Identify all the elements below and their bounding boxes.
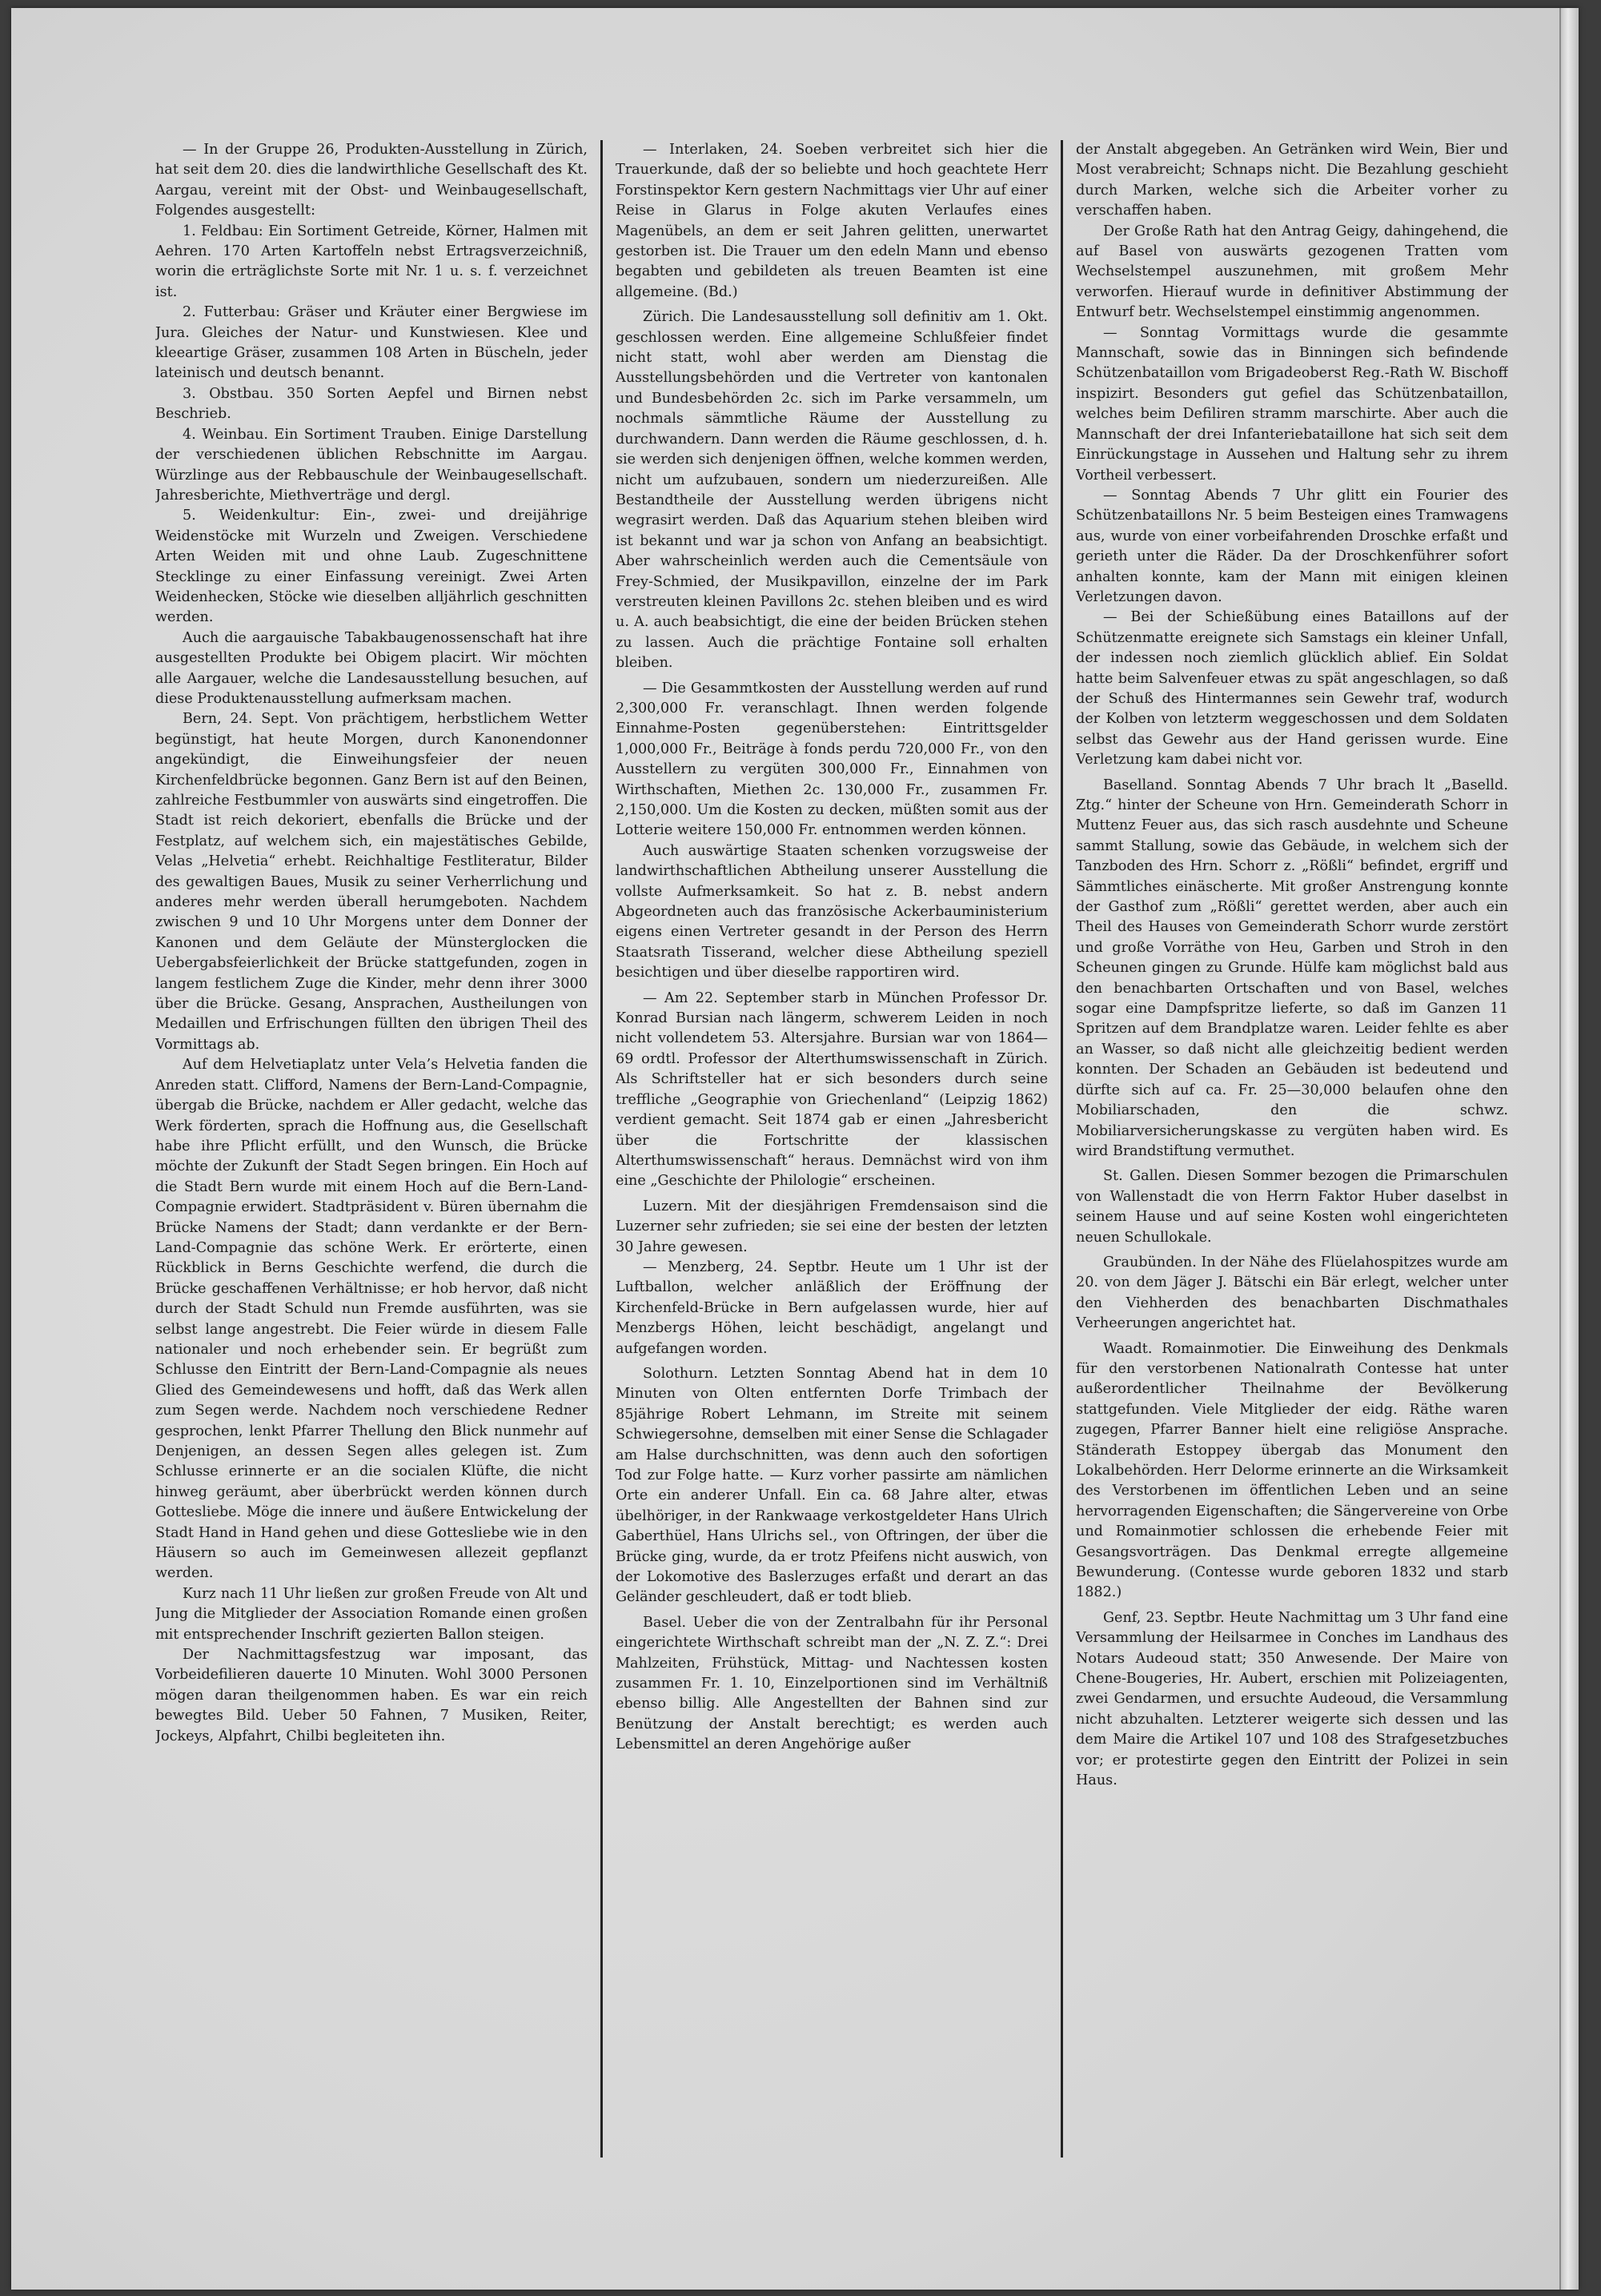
article-paragraph: Zürich. Die Landesausstellung soll definitiv am 1. Okt. geschlossen werden. Eine allgemeine Schlußfeier findet nicht statt, wohl aber werden am Dienstag die Ausstellungsbehörden und die Vertreter von kantonalen und Bundesbehörden 2c. sich im Parke versammeln, um nochmals sämmtliche Räume der Ausstellung zu durchwandern. Dann werden die Räume geschlossen, d. h. sie werden sich denjenigen öffnen, welche kommen werden, nicht um aufzubauen, sondern um niederzureißen. Alle Bestandtheile der Ausstellung werden übrigens nicht wegrasirt werden. Daß das Aquarium stehen bleiben wird ist bekannt und war ja schon von Anfang an beabsichtigt. Aber wahrscheinlich werden auch die Cementsäule von Frey-Schmied, der Musikpavillon, einzelne der im Park verstreuten kleinen Pavillons 2c. stehen bleiben und es wird u. A. auch beabsichtigt, die eine der beiden Brücken stehen zu lassen. Auch die prächtige Fontaine soll erhalten bleiben. <box>616 309 1048 672</box>
article-paragraph: 5. Weidenkultur: Ein-, zwei- und dreijährige Weidenstöcke mit Wurzeln und Zweigen. Verschiedene Arten Weiden mit und ohne Laub. Zugeschnittene Stecklinge zu einer Einfassung vereinigt. Zwei Arten Weidenhecken, Stöcke wie dieselben alljährlich geschnitten werden. <box>155 508 588 626</box>
article-paragraph: 1. Feldbau: Ein Sortiment Getreide, Körner, Halmen mit Aehren. 170 Arten Kartoffeln nebst Ertragsverzeichniß, worin die erträglichste Sorte mit Nr. 1 u. s. f. verzeichnet ist. <box>155 223 588 300</box>
article-paragraph: — Am 22. September starb in München Professor Dr. Konrad Bursian nach längerm, schwerem Leiden in noch nicht vollendetem 53. Altersjahre. Bursian war von 1864—69 ordtl. Professor der Alterthumswissenschaft in Zürich. Als Schriftsteller hat er sich besonders durch seine treffliche „Geographie von Griechenland“ (Leipzig 1862) verdient gemacht. Seit 1874 gab er einen „Jahresbericht über die Fortschritte der klassischen Alterthumswissenschaft“ heraus. Demnächst wird von ihm eine „Geschichte der Philologie“ erscheinen. <box>616 989 1048 1190</box>
article-paragraph: Auch auswärtige Staaten schenken vorzugsweise der landwirthschaftlichen Abtheilung unserer Ausstellung die vollste Aufmerksamkeit. So hat z. B. nebst andern Abgeordneten auch das französische Ackerbauministerium eigens einen Vertreter gesandt in der Person des Herrn Staatsrath Tisserand, welcher diese Abtheilung speziell besichtigen und über dieselbe rapportiren wird. <box>616 842 1048 981</box>
article-paragraph: Auf dem Helvetiaplatz unter Vela’s Helvetia fanden die Anreden statt. Clifford, Namens der Bern-Land-Compagnie, übergab die Brücke, nachdem er Aller gedacht, welche das Werk förderten, sprach die Hoffnung aus, die Gesellschaft habe ihre Pflicht erfüllt, und den Wunsch, die Brücke möchte der Zukunft der Stadt Segen bringen. Ein Hoch auf die Stadt Bern wurde mit einem Hoch auf die Bern-Land-Compagnie erwidert. Stadtpräsident v. Büren übernahm die Brücke Namens der Stadt; dann verdankte er der Bern-Land-Compagnie das schöne Werk. Er erörterte, einen Rückblick in Berns Geschichte werfend, die durch die Brücke geschaffenen Verhältnisse; er hob hervor, daß nicht durch der Stadt Schuld nun Fremde ausführten, was sie selbst lange angestrebt. Die Feier würde in diesem Falle nationaler und noch erhebender sein. Er begrüßt zum Schlusse den Eintritt der Bern-Land-Compagnie als neues Glied des Gemeindewesens und hofft, daß das Werk allen zum Segen werde. Nachdem noch verschiedene Redner gesprochen, lenkt Pfarrer Thellung den Blick nunmehr auf Denjenigen, an dessen Segen alles gelegen ist. Zum Schlusse erinnerte er an die socialen Klüfte, die nicht hinweg geräumt, aber überbrückt werden können durch Gottesliebe. Möge die innere und äußere Entwickelung der Stadt Hand in Hand gehen und diese Gottesliebe wie in den Häusern so auch im Gemeinwesen allezeit gepflanzt werden. <box>155 1057 588 1582</box>
article-paragraph: — Interlaken, 24. Soeben verbreitet sich hier die Trauerkunde, daß der so beliebte und hoch geachtete Herr Forstinspektor Kern gestern Nachmittags vier Uhr auf einer Reise in Glarus in Folge akuten Verlaufes eines Magenübels, an dem er seit Jahren gelitten, unerwartet gestorben ist. Die Trauer um den edeln Mann und ebenso begabten und gebildeten als treuen Beamten ist eine allgemeine. (Bd.) <box>616 142 1048 300</box>
article-paragraph: Solothurn. Letzten Sonntag Abend hat in dem 10 Minuten von Olten entfernten Dorfe Trimbach der 85jährige Robert Lehmann, im Streite mit seinem Schwiegersohne, demselben mit einer Sense die Schlagader am Halse durchschnitten, was denn auch den sofortigen Tod zur Folge hatte. — Kurz vorher passirte am nämlichen Orte ein anderer Unfall. Ein ca. 68 Jahre alter, etwas übelhöriger, in der Rankwaage verkostgeldeter Hans Ulrich Gaberthüel, Hans Ulrichs sel., von Oftringen, der über die Brücke ging, wurde, da er trotz Pfeifens nicht auswich, von der Lokomotive des Baslerzuges erfaßt und derart an das Geländer geschleudert, daß er todt blieb. <box>616 1365 1048 1606</box>
column-2 <box>616 140 1048 2190</box>
article-paragraph: Luzern. Mit der diesjährigen Fremdensaison sind die Luzerner sehr zufrieden; sie sei eine der besten der letzten 30 Jahre gewesen. <box>616 1198 1048 1255</box>
article-paragraph: Der Große Rath hat den Antrag Geigy, dahingehend, die auf Basel von auswärts gezogenen Tratten vom Wechselstempel auszunehmen, mit großem Mehr verworfen. Hierauf wurde in definitiver Abstimmung der Entwurf betr. Wechselstempel einstimmig angenommen. <box>1076 223 1508 321</box>
column-rule <box>1061 140 1063 2158</box>
article-paragraph: der Anstalt abgegeben. An Getränken wird Wein, Bier und Most verabreicht; Schnaps nicht. Die Bezahlung geschieht durch Marken, welche sich die Arbeiter vorher zu verschaffen haben. <box>1076 142 1508 219</box>
article-paragraph: Genf, 23. Septbr. Heute Nachmittag um 3 Uhr fand eine Versammlung der Heilsarmee in Conches im Landhaus des Notars Audeoud statt; 350 Anwesende. Der Maire von Chene-Bougeries, Hr. Aubert, erschien mit Polizeiagenten, zwei Gendarmen, und ersuchte Audeoud, die Versammlung nicht abzuhalten. Letzterer weigerte sich dessen und las dem Maire die Artikel 107 und 108 des Strafgesetzbuches vor; er protestirte gegen den Eintritt der Polizei in sein Haus. <box>1076 1609 1508 1789</box>
article-paragraph: — Die Gesammtkosten der Ausstellung werden auf rund 2,300,000 Fr. veranschlagt. Ihnen werden folgende Einnahme-Posten gegenüberstehen: Eintrittsgelder 1,000,000 Fr., Beiträge à fonds perdu 720,000 Fr., von den Ausstellern zu vergüten 300,000 Fr., Einnahmen von Wirthschaften, Miethen 2c. 130,000 Fr., zusammen Fr. 2,150,000. Um die Kosten zu decken, müßten somit aus der Lotterie weitere 150,000 Fr. entnommen werden können. <box>616 680 1048 839</box>
article-paragraph: 4. Weinbau. Ein Sortiment Trauben. Einige Darstellung der verschiedenen üblichen Rebschnitte im Aargau. Würzlinge aus der Rebbauschule der Weinbaugesellschaft. Jahresberichte, Miethverträge und dergl. <box>155 426 588 504</box>
article-paragraph: 3. Obstbau. 350 Sorten Aepfel und Birnen nebst Beschrieb. <box>155 385 588 423</box>
article-paragraph: — Sonntag Abends 7 Uhr glitt ein Fourier des Schützenbataillons Nr. 5 beim Besteigen eines Tramwagens aus, wurde von einer vorbeifahrenden Droschke erfaßt und gerieth unter die Räder. Da der Droschkenführer sofort anhalten konnte, kam der Mann mit einigen kleinen Verletzungen davon. <box>1076 487 1508 605</box>
article-paragraph: St. Gallen. Diesen Sommer bezogen die Primarschulen von Wallenstadt die von Herrn Faktor Huber daselbst in seinem Hause und auf seine Kosten wohl eingerichteten neuen Schullokale. <box>1076 1168 1508 1246</box>
column-rule <box>600 140 603 2158</box>
page-edge <box>1559 8 1579 2290</box>
article-paragraph: Bern, 24. Sept. Von prächtigem, herbstlichem Wetter begünstigt, hat heute Morgen, durch Kanonendonner angekündigt, die Einweihungsfeier der neuen Kirchenfeldbrücke begonnen. Ganz Bern ist auf den Beinen, zahlreiche Festbummler von auswärts sind eingetroffen. Die Stadt ist reich dekoriert, ebenfalls die Brücke und der Festplatz, auf welchem sich, ein majestätisches Gebilde, Velas „Helvetia“ erhebt. Reichhaltige Festliteratur, Bilder des gewaltigen Baues, Musik zu seiner Verherrlichung und anderes mehr werden überall herumgeboten. Nachdem zwischen 9 und 10 Uhr Morgens unter dem Donner der Kanonen und dem Geläute der Münsterglocken die Uebergabsfeierlichkeit der Brücke stattgefunden, zogen in langem festlichem Zuge die Kinder, mehr denn ihrer 3000 über die Brücke. Gesang, Ansprachen, Austheilungen von Medaillen und Erfrischungen füllten den übrigen Theil des Vormittags ab. <box>155 711 588 1053</box>
column-3 <box>1076 140 1508 2190</box>
article-paragraph: Auch die aargauische Tabakbaugenossenschaft hat ihre ausgestellten Produkte bei Obigem placirt. Wir möchten alle Aargauer, welche die Landesausstellung besuchen, auf diese Produktenausstellung aufmerksam machen. <box>155 629 588 707</box>
newspaper-sheet <box>11 8 1579 2290</box>
article-paragraph: — Bei der Schießübung eines Bataillons auf der Schützenmatte ereignete sich Samstags ein kleiner Unfall, der indessen noch ziemlich glücklich ablief. Ein Soldat hatte beim Salvenfeuer etwas zu spät angeschlagen, so daß der Schuß des Hintermannes sein Gewehr traf, wodurch der Kolben von letzterm weggeschossen und dem Soldaten selbst das Gewehr aus der Hand gerissen wurde. Eine Verletzung kam dabei nicht vor. <box>1076 609 1508 769</box>
article-paragraph: Graubünden. In der Nähe des Flüelahospitzes wurde am 20. von dem Jäger J. Bätschi ein Bär erlegt, welcher unter den Viehherden des benachbarten Dischmathales Verheerungen angerichtet hat. <box>1076 1254 1508 1332</box>
newspaper-page <box>155 140 1508 2190</box>
article-paragraph: Basel. Ueber die von der Zentralbahn für ihr Personal eingerichtete Wirthschaft schreibt man der „N. Z. Z.“: Drei Mahlzeiten, Frühstück, Mittag- und Nachtessen kosten zusammen Fr. 1. 10, Einzelportionen sind im Verhältniß ebenso billig. Alle Angestellten der Bahnen sind zur Benützung der Anstalt berechtigt; es werden auch Lebensmittel an deren Angehörige außer <box>616 1614 1048 1753</box>
article-paragraph: — In der Gruppe 26, Produkten-Ausstellung in Zürich, hat seit dem 20. dies die landwirthliche Gesellschaft des Kt. Aargau, vereint mit der Obst- und Weinbaugesellschaft, Folgendes ausgestellt: <box>155 142 588 219</box>
article-paragraph: Waadt. Romainmotier. Die Einweihung des Denkmals für den verstorbenen Nationalrath Contesse hat unter außerordentlicher Theilnahme der Bevölkerung stattgefunden. Viele Mitglieder der eidg. Räthe waren zugegen, Pfarrer Banner hielt eine religiöse Ansprache. Ständerath Estoppey übergab das Monument den Lokalbehörden. Herr Delorme erinnerte an die Wirksamkeit des Verstorbenen im öffentlichen Leben und an seine hervorragenden Eigenschaften; die Sängervereine von Orbe und Romainmotier schlossen die erhebende Feier mit Gesangsvorträgen. Das Denkmal erregte allgemeine Bewunderung. (Contesse wurde geboren 1832 und starb 1882.) <box>1076 1340 1508 1601</box>
article-paragraph: Kurz nach 11 Uhr ließen zur großen Freude von Alt und Jung die Mitglieder der Association Romande einen großen mit entsprechender Inschrift gezierten Ballon steigen. <box>155 1585 588 1643</box>
article-paragraph: Der Nachmittagsfestzug war imposant, das Vorbeidefilieren dauerte 10 Minuten. Wohl 3000 Personen mögen daran theilgenommen haben. Es war ein reich bewegtes Bild. Ueber 50 Fahnen, 7 Musiken, Reiter, Jockeys, Alpfahrt, Chilbi begleiteten ihn. <box>155 1647 588 1744</box>
article-paragraph: 2. Futterbau: Gräser und Kräuter einer Bergwiese im Jura. Gleiches der Natur- und Kunstwiesen. Klee und kleeartige Gräser, zusammen 108 Arten in Büscheln, jeder lateinisch und deutsch benannt. <box>155 304 588 382</box>
article-paragraph: Baselland. Sonntag Abends 7 Uhr brach lt „Baselld. Ztg.“ hinter der Scheune von Hrn. Gemeinderath Schorr in Muttenz Feuer aus, das sich rasch ausdehnte und Scheune sammt Stallung, sowie das Gebäude, in welchem sich der Tanzboden des Hrn. Schorr z. „Rößli“ befindet, ergriff und Sämmtliches einäscherte. Mit großer Anstrengung konnte der Gasthof zum „Rößli“ gerettet werden, aber auch ein Theil des Hauses von Gemeinderath Schorr wurde zerstört und große Vorräthe von Heu, Garben und Stroh in den Scheunen gingen zu Grunde. Hülfe kam möglichst bald aus den benachbarten Ortschaften und von Basel, welches sogar eine Dampfspritze lieferte, so daß im Ganzen 11 Spritzen auf dem Brandplatze waren. Leider fehlte es aber an Wasser, so daß nicht alle gleichzeitig bedient werden konnten. Der Schaden an Gebäuden ist bedeutend und dürfte sich auf ca. Fr. 25—30,000 belaufen ohne den Mobiliarschaden, den die schwz. Mobiliarversicherungskasse zu vergüten haben wird. Es wird Brandstiftung vermuthet. <box>1076 777 1508 1159</box>
column-1 <box>155 140 588 2190</box>
article-paragraph: — Menzberg, 24. Septbr. Heute um 1 Uhr ist der Luftballon, welcher anläßlich der Eröffnung der Kirchenfeld-Brücke in Bern aufgelassen wurde, hier auf Menzbergs Höhen, leicht beschädigt, angelangt und aufgefangen worden. <box>616 1258 1048 1357</box>
article-paragraph: — Sonntag Vormittags wurde die gesammte Mannschaft, sowie das in Binningen sich befindende Schützenbataillon vom Brigadeoberst Reg.-Rath W. Bischoff inspizirt. Besonders gut gefiel das Schützenbataillon, welches beim Defiliren stramm marschirte. Aber auch die Mannschaft der drei Infanteriebataillone hat sich seit dem Einrückungstage in Aussehen und Haltung sehr zu ihrem Vortheil verbessert. <box>1076 324 1508 484</box>
